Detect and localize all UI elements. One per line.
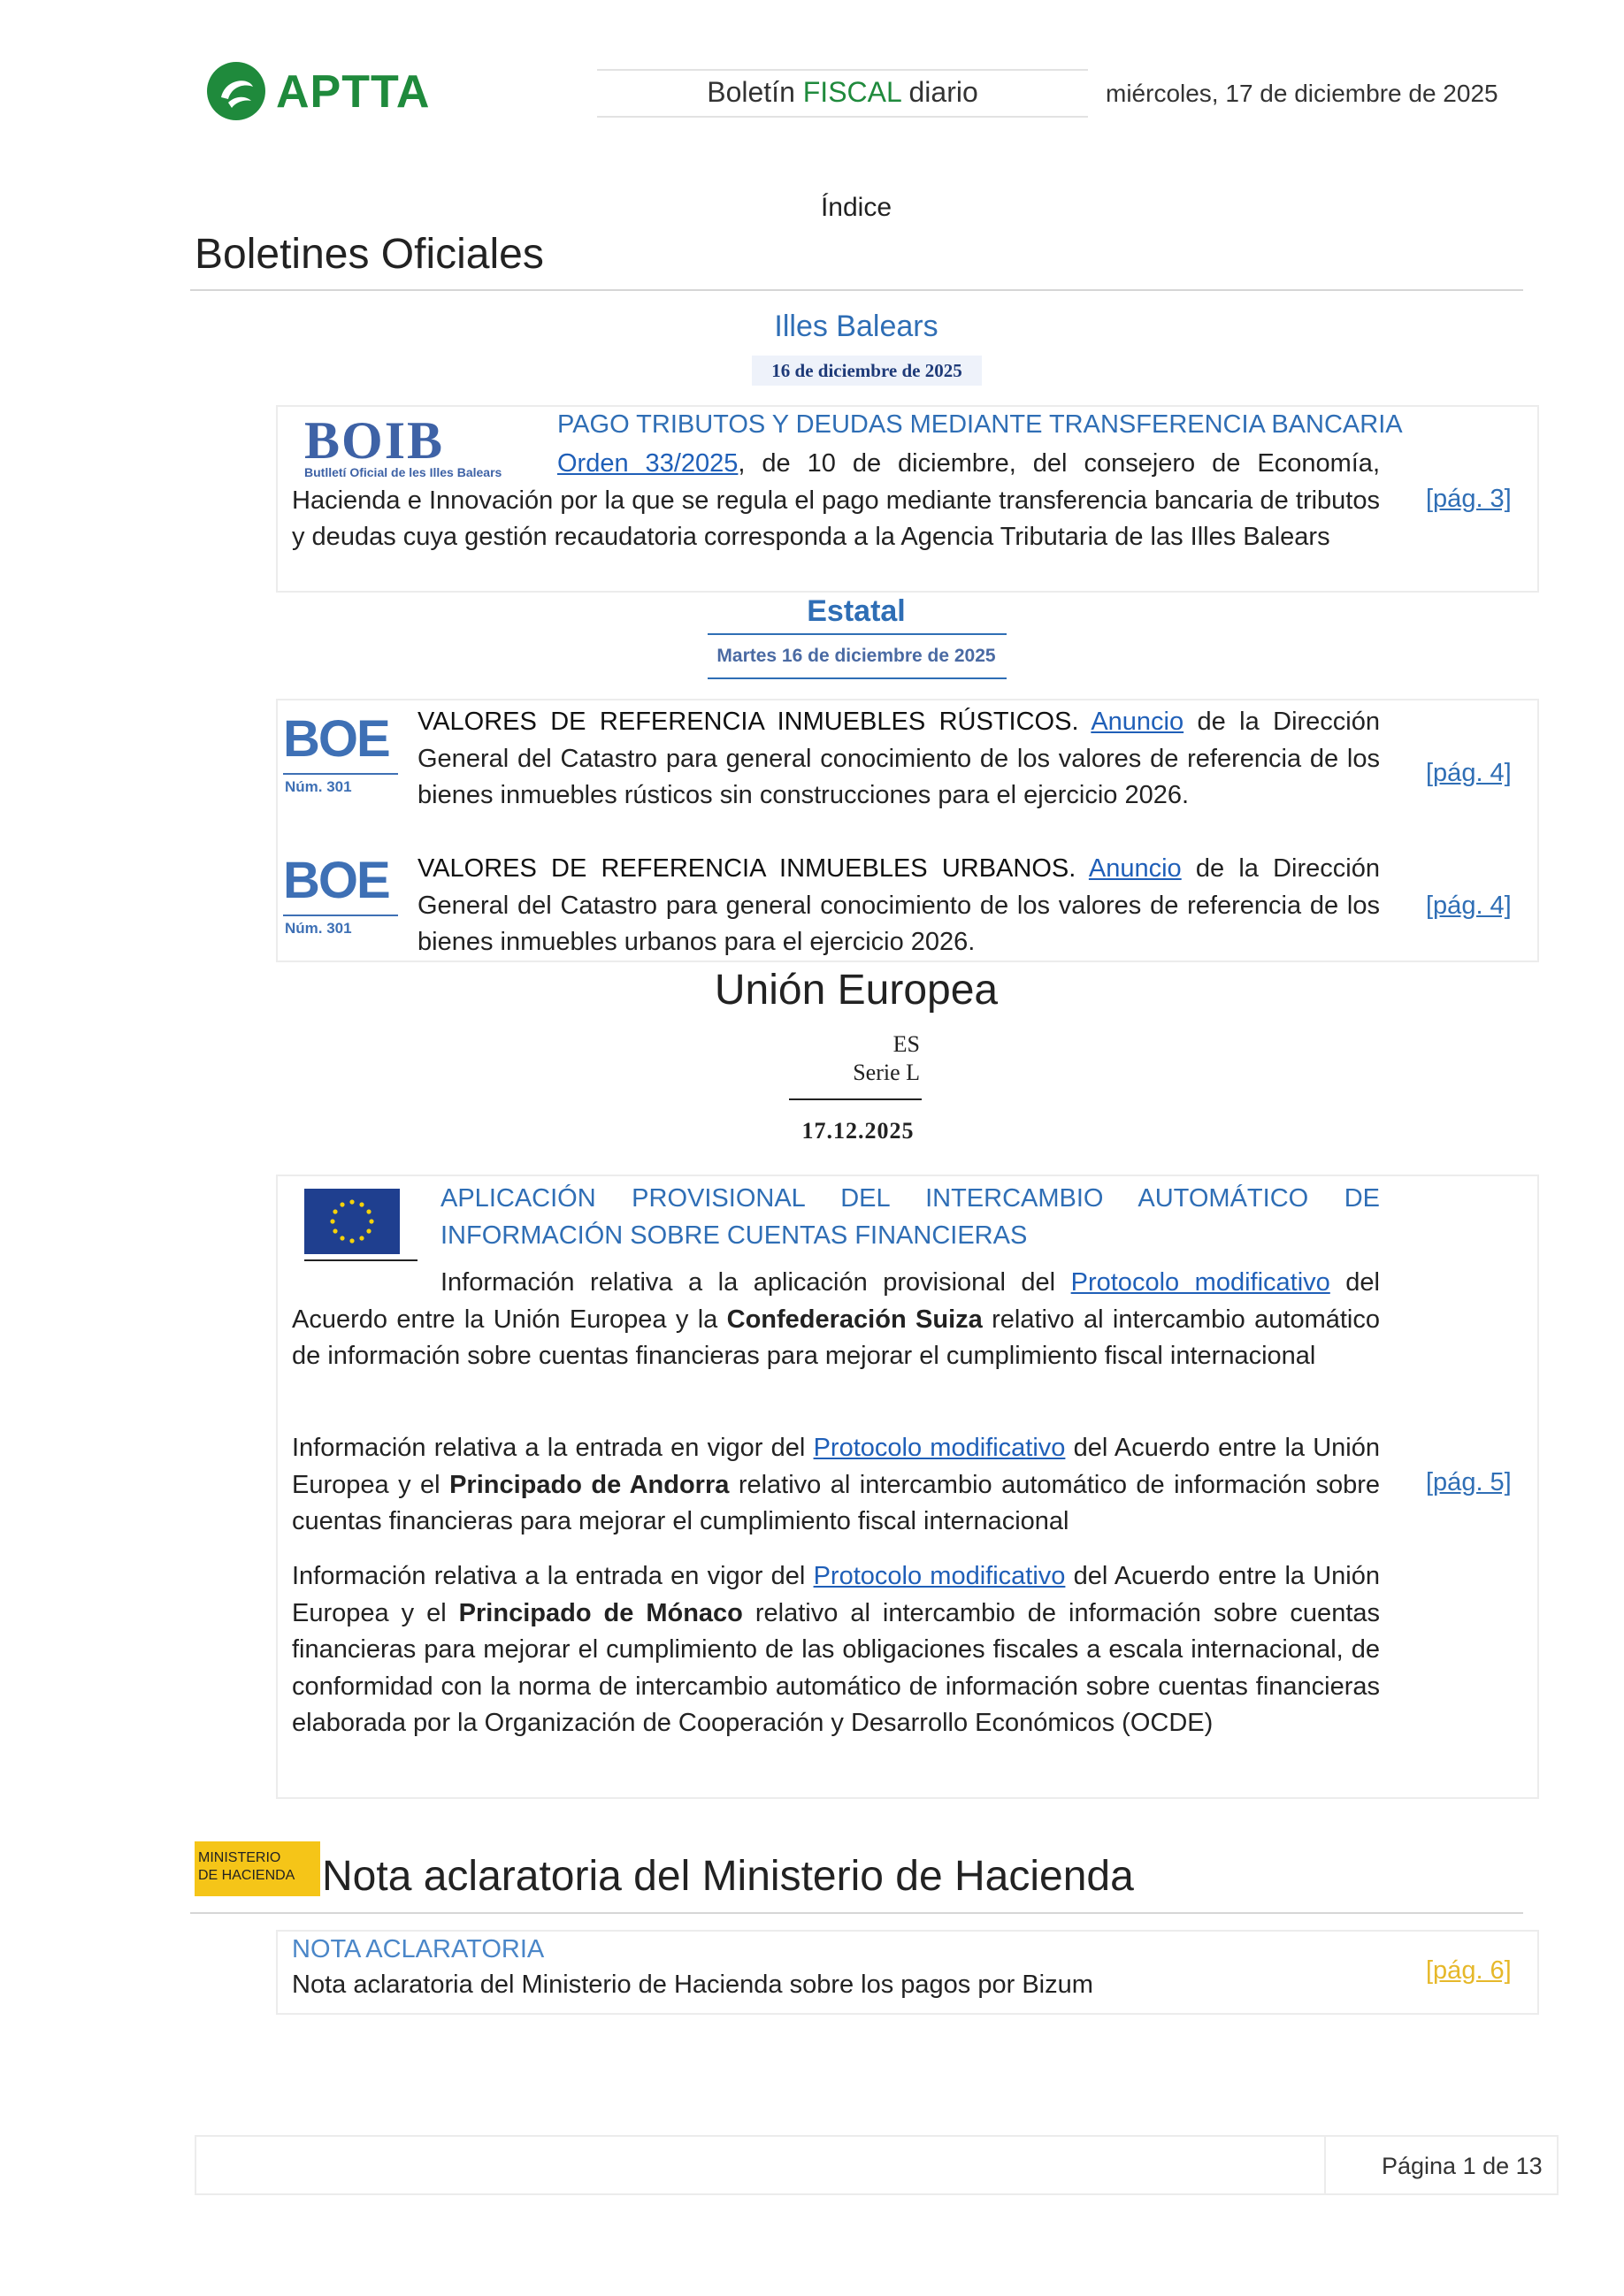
boe-item-1-link[interactable]: Anuncio [1091,708,1184,736]
footer-page-label: Página 1 de 13 [1382,2153,1543,2179]
boib-logo-subtitle: Butlletí Oficial de les Illes Balears [304,465,502,479]
hacienda-badge: MINISTERIO DE HACIENDA [195,1841,320,1896]
ue-paragraph-2: Información relativa a la entrada en vigor del Protocolo modificativo del Acuerdo entre la Unión Europea y el Principado de Andorra relativo al intercambio automático de información sobre cuentas financieras para mejorar el cumplimiento fiscal internacional [292,1434,1381,1535]
boe-item-1-body: VALORES DE REFERENCIA INMUEBLES RÚSTICOS. Anuncio de la Dirección General del Catastro para general conocimiento de los valores de referencia de los bienes inmuebles rústicos sin construcciones para el ejercicio 2026. [417,708,1380,809]
section-title-hacienda: Nota aclaratoria del Ministerio de Hacienda [322,1853,1134,1900]
boe-item-2-title: VALORES DE REFERENCIA INMUEBLES URBANOS. [417,854,1076,883]
estatal-date: Martes 16 de diciembre de 2025 [716,646,996,666]
ue-item-title: APLICACIÓN PROVISIONAL DEL INTERCAMBIO AUTOMÁTICO DE INFORMACIÓN SOBRE CUENTAS FINANCIERAS [440,1184,1380,1250]
ue-card [276,1175,1539,1799]
boe-item-1-page-link[interactable]: [pág. 4] [1426,759,1512,787]
ue-page-link[interactable]: [pág. 5] [1426,1468,1512,1496]
ue-protocolo-link-1[interactable]: Protocolo modificativo [1070,1268,1330,1297]
bulletin-title: Boletín FISCAL diario [707,76,978,108]
estatal-heading: Estatal [807,594,906,628]
section-title-ue: Unión Europea [714,967,999,1014]
boe-item-2-body: VALORES DE REFERENCIA INMUEBLES URBANOS. Anuncio de la Dirección General del Catastro para general conocimiento de los valores de referencia de los bienes inmuebles urbanos para el ejercicio 2026. [417,854,1380,956]
hacienda-item-title: NOTA ACLARATORIA [292,1935,545,1963]
ue-series-label: Serie L [853,1060,920,1085]
boe-item-2-page-link[interactable]: [pág. 4] [1426,892,1512,920]
ue-series-lang: ES [892,1031,920,1057]
ue-protocolo-link-2[interactable]: Protocolo modificativo [813,1434,1066,1462]
boib-logo-text: BOIB [304,411,445,470]
boe-logo-text: BOE [283,710,389,768]
estatal-card [276,699,1539,962]
aptta-logo[interactable] [205,60,462,122]
ue-paragraph-3: Información relativa a la entrada en vigor del Protocolo modificativo del Acuerdo entre la Unión Europea y el Principado de Mónaco relativo al intercambio de información sobre cuentas financieras para mejorar el cumplimiento de las obligaciones fiscales a escala internacional, de conformidad con la norma de intercambio automático de información sobre cuentas financieras elaborada por la Organización de Cooperación y Desarrollo Económicos (OCDE) [292,1562,1381,1737]
boe-num: Núm. 301 [285,778,352,795]
aptta-logo-text: APTTA [276,66,431,118]
boe-logo-2 [283,851,398,936]
hacienda-item-text: Nota aclaratoria del Ministerio de Hacienda sobre los pagos por Bizum [292,1971,1093,1999]
baleares-heading: Illes Balears [774,310,938,343]
boe-num: Núm. 301 [285,920,352,937]
aptta-emblem-icon [205,60,267,122]
hacienda-card [276,1930,1539,2015]
boib-page-link[interactable]: [pág. 3] [1426,485,1512,513]
boib-card [276,405,1539,593]
ue-protocolo-link-3[interactable]: Protocolo modificativo [813,1562,1066,1590]
bulletin-fiscal-word: FISCAL [802,76,901,108]
boib-item-body: Orden 33/2025, de 10 de diciembre, del consejero de Economía, Hacienda e Innovación por la que se regula el pago mediante transferencia bancaria de tributos y deudas cuya gestión recaudatoria corresponda a la Agencia Tributaria de las Illes Balears [292,449,1380,551]
boib-item-title: PAGO TRIBUTOS Y DEUDAS MEDIANTE TRANSFERENCIA BANCARIA [557,410,1403,439]
index-label: Índice [820,193,892,222]
hacienda-page-link[interactable]: [pág. 6] [1426,1956,1512,1985]
section-title-boletines: Boletines Oficiales [195,231,544,278]
boe-logo-text: BOE [283,852,389,909]
header-date: miércoles, 17 de diciembre de 2025 [1106,80,1498,107]
eu-flag [304,1189,400,1254]
boe-item-2-link[interactable]: Anuncio [1088,854,1182,883]
boe-logo-1 [283,709,398,794]
boib-orden-link[interactable]: Orden 33/2025 [557,449,739,478]
baleares-date: 16 de diciembre de 2025 [752,356,982,386]
ue-series-date: 17.12.2025 [801,1118,915,1144]
footer-box [195,2135,1559,2195]
ue-paragraph-1: Información relativa a la aplicación provisional del Protocolo modificativo del Acuerdo entre la Unión Europea y la Confederación Suiza relativo al intercambio automático de información sobre cuentas financieras para mejorar el cumplimiento fiscal internacional [292,1268,1380,1370]
boe-item-1-title: VALORES DE REFERENCIA INMUEBLES RÚSTICOS. [417,708,1079,736]
eu-stars-icon [304,1189,400,1254]
